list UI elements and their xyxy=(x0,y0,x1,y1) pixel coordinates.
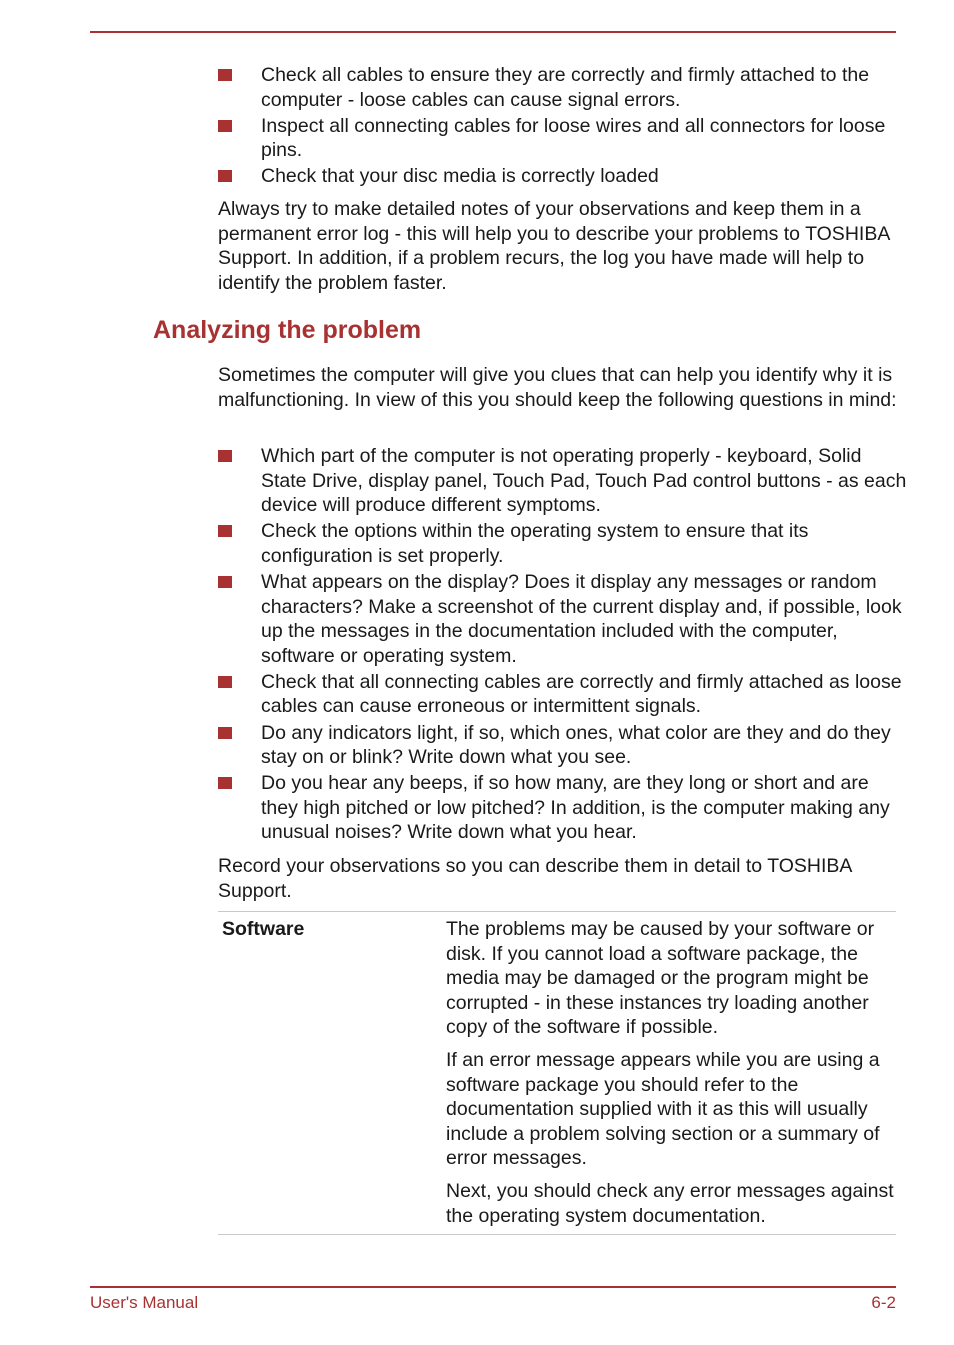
bullet-square-icon xyxy=(218,450,232,462)
list-item-text: Check the options within the operating system to ensure that its configuration is set properly. xyxy=(261,520,809,567)
table-row-label: Software xyxy=(222,918,305,940)
intro-bullet-list xyxy=(218,63,908,190)
list-item-text: What appears on the display? Does it display any messages or random characters? Make a screenshot of the current display and, if possible, look up the messages in the documentation included with the computer, software or operating system. xyxy=(261,570,902,667)
list-item xyxy=(218,63,908,112)
list-item-text: Which part of the computer is not operating properly - keyboard, Solid State Drive, display panel, Touch Pad, Touch Pad control buttons - as each device will produce different symptoms. xyxy=(261,445,907,517)
bullet-square-icon xyxy=(218,777,232,789)
list-item-text: Do any indicators light, if so, which ones, what color are they and do they stay on or blink? Write down what you see. xyxy=(261,721,891,769)
list-item xyxy=(218,771,908,845)
list-item-text: Inspect all connecting cables for loose wires and all connectors for loose pins. xyxy=(261,114,886,162)
description-paragraph: Next, you should check any error messages against the operating system documentation. xyxy=(446,1179,894,1227)
list-item xyxy=(218,114,908,163)
bullet-square-icon xyxy=(218,170,232,182)
list-item xyxy=(218,519,908,568)
footer-manual-title: User's Manual xyxy=(90,1293,199,1312)
description-paragraph: If an error message appears while you are using a software package you should refer to the documentation supplied with it as this will usually include a problem solving section or a summary of error messages. xyxy=(446,1048,880,1170)
bullet-square-icon xyxy=(218,69,232,81)
notes-paragraph: Always try to make detailed notes of your observations and keep them in a permanent error log - this will help you to describe your problems to TOSHIBA Support. In addition, if a problem recurs, the log you have made will help to identify the problem faster. xyxy=(218,198,890,294)
software-table xyxy=(218,911,896,1235)
list-item xyxy=(218,444,908,518)
section-heading: Analyzing the problem xyxy=(153,316,422,344)
bullet-square-icon xyxy=(218,525,232,537)
list-item xyxy=(218,570,908,668)
description-paragraph: The problems may be caused by your software or disk. If you cannot load a software package, the media may be damaged or the program might be corrupted - in these instances try loading another copy of the software if possible. xyxy=(446,918,875,1039)
list-item-text: Do you hear any beeps, if so how many, are they long or short and are they high pitched or low pitched? In addition, is the computer making any unusual noises? Write down what you hear. xyxy=(261,772,890,844)
list-item xyxy=(218,164,908,189)
footer-page-number: 6-2 xyxy=(871,1293,896,1312)
list-item xyxy=(218,721,908,770)
bullet-square-icon xyxy=(218,576,232,588)
header-rule xyxy=(90,31,896,33)
bullet-square-icon xyxy=(218,676,232,688)
footer-rule xyxy=(90,1286,896,1288)
section-intro-paragraph: Sometimes the computer will give you clues that can help you identify why it is malfunctioning. In view of this you should keep the following questions in mind: xyxy=(218,364,897,411)
list-item-text: Check that your disc media is correctly loaded xyxy=(261,165,659,188)
list-item-text: Check all cables to ensure they are correctly and firmly attached to the computer - loose cables can cause signal errors. xyxy=(261,64,870,111)
list-item xyxy=(218,670,908,719)
bullet-square-icon xyxy=(218,727,232,739)
questions-bullet-list xyxy=(218,444,908,847)
list-item-text: Check that all connecting cables are correctly and firmly attached as loose cables can cause erroneous or intermittent signals. xyxy=(261,670,902,718)
bullet-square-icon xyxy=(218,120,232,132)
closing-paragraph: Record your observations so you can describe them in detail to TOSHIBA Support. xyxy=(218,855,852,902)
table-row-description xyxy=(446,912,896,1234)
